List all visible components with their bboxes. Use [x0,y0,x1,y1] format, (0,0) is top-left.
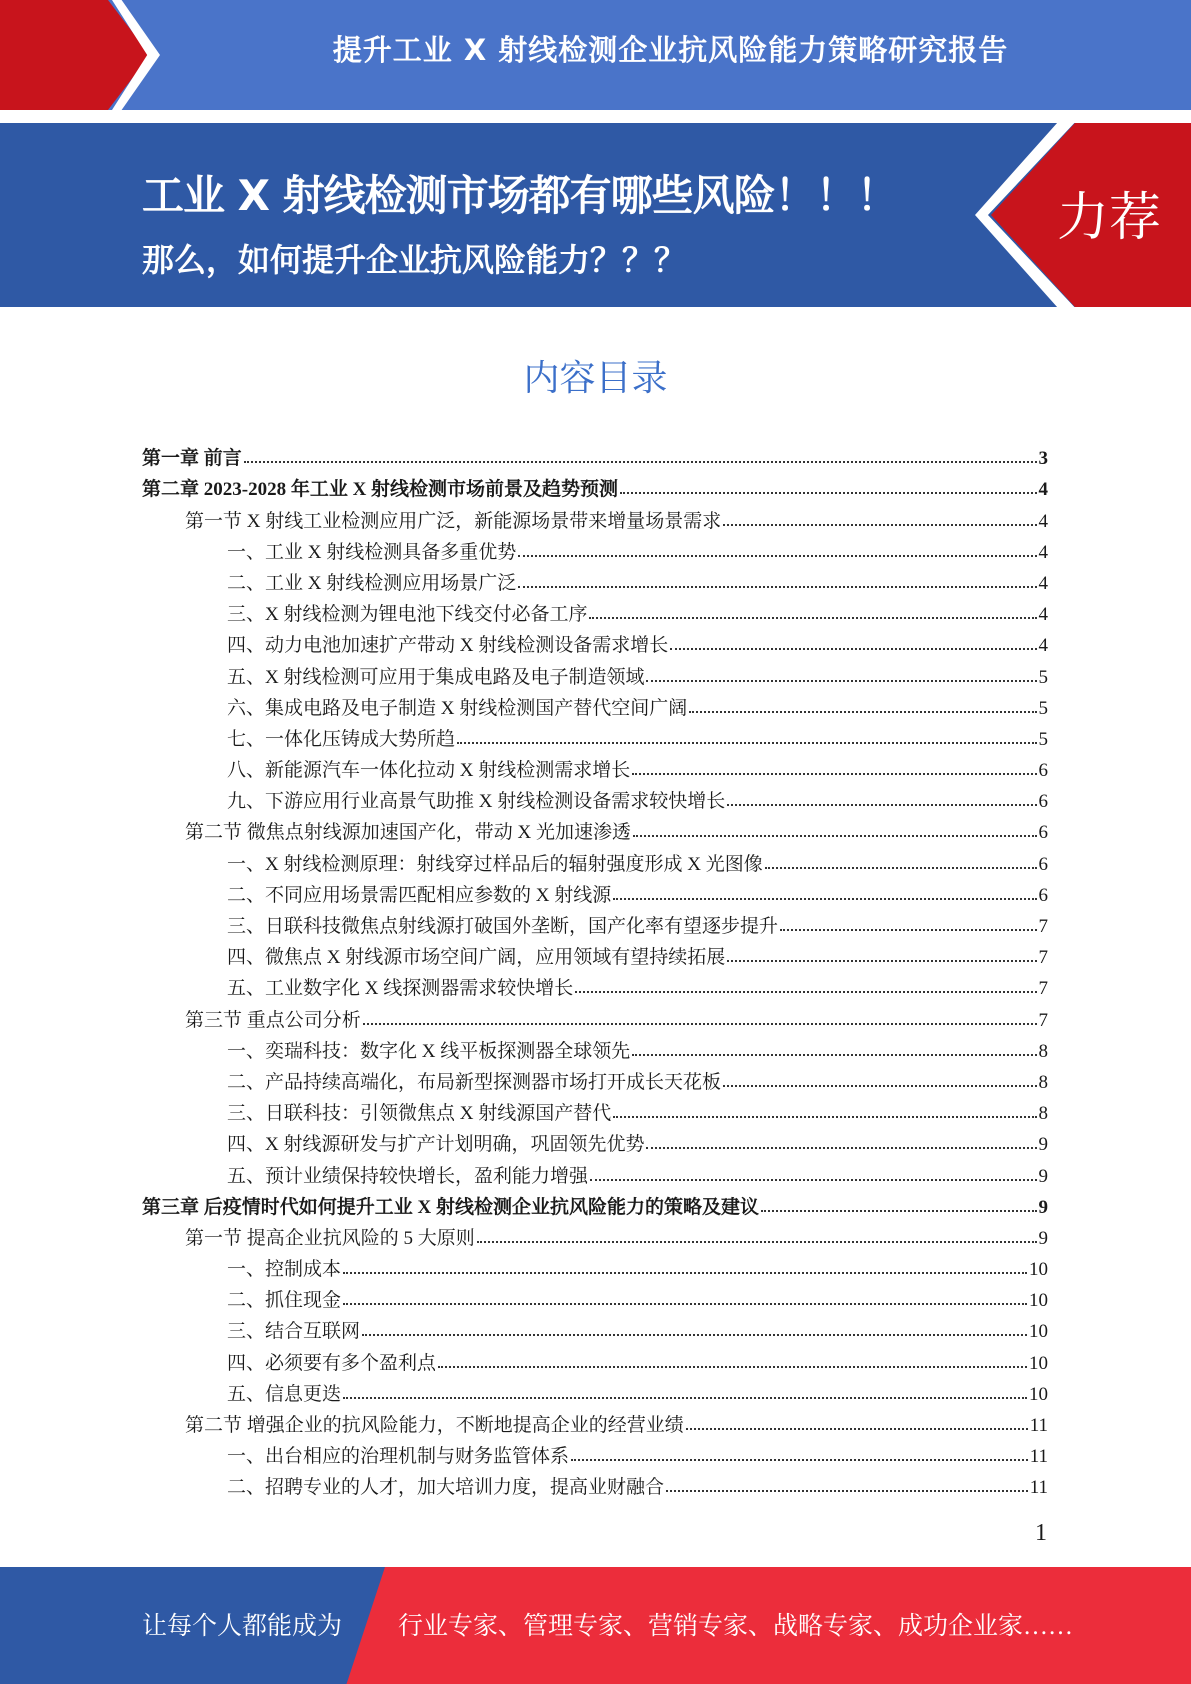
toc-subsection-entry[interactable] [142,1281,1048,1312]
toc-subsection-entry[interactable] [142,564,1048,595]
toc-entry-page: 6 [1038,822,1048,844]
toc-subsection-entry[interactable] [142,938,1048,969]
toc-entry-title: 第二章 2023-2028 年工业 X 射线检测市场前景及趋势预测 [142,479,619,501]
dot-leader [646,1147,1036,1149]
dot-leader [477,1241,1037,1243]
toc-entry-title: 二、抓住现金 [227,1290,342,1312]
toc-entry-page: 10 [1029,1321,1048,1343]
toc-heading: 内容目录 [523,358,668,399]
toc-entry-page: 4 [1038,604,1048,626]
toc-entry-page: 10 [1029,1383,1048,1405]
toc-entry-page: 5 [1038,666,1048,688]
toc-entry-title: 六、集成电路及电子制造 X 射线检测国产替代空间广阔 [227,697,688,719]
footer-slogan-left: 让每个人都能成为 [142,1613,343,1640]
toc-entry-page: 8 [1038,1103,1048,1125]
toc-entry-title: 三、日联科技：引领微焦点 X 射线源国产替代 [227,1103,612,1125]
header-bar [0,0,1191,110]
dot-leader [438,1366,1027,1368]
toc-entry-page: 11 [1029,1477,1048,1499]
toc-subsection-entry[interactable] [142,1125,1048,1156]
toc-entry-title: 三、日联科技微焦点射线源打破国外垄断，国产化率有望逐步提升 [227,916,779,937]
toc-entry-title: 第一节 提高企业抗风险的 5 大原则 [185,1227,475,1249]
toc-entry-page: 11 [1029,1415,1048,1436]
report-title: 提升工业 X 射线检测企业抗风险能力策略研究报告 [332,33,1009,67]
toc-entry-title: 第三节 重点公司分析 [185,1009,361,1031]
toc-section-entry[interactable] [142,1406,1048,1437]
page-number: 1 [1035,1520,1047,1546]
toc-entry-title: 第一节 X 射线工业检测应用广泛，新能源场景带来增量场景需求 [185,510,722,532]
dot-leader [686,1428,1028,1430]
toc-subsection-entry[interactable] [142,1156,1048,1187]
dot-leader [571,1459,1028,1461]
toc-entry-title: 三、X 射线检测为锂电池下线交付必备工序 [227,604,588,626]
toc-entry-page: 4 [1038,510,1048,532]
toc-chapter-entry[interactable] [142,470,1048,501]
toc-entry-page: 5 [1038,697,1048,719]
dot-leader [727,960,1036,962]
toc-chapter-entry[interactable] [142,439,1048,470]
toc-entry-page: 6 [1038,884,1048,906]
toc-entry-page: 7 [1038,1009,1048,1031]
toc-subsection-entry[interactable] [142,782,1048,813]
dot-leader [518,555,1036,557]
toc-entry-title: 四、微焦点 X 射线源市场空间广阔，应用领域有望持续拓展 [227,947,726,969]
toc-entry-page: 10 [1029,1259,1048,1281]
toc-entry-page: 10 [1029,1352,1048,1374]
toc-subsection-entry[interactable] [142,751,1048,782]
toc-entry-page: 4 [1038,572,1048,594]
toc-entry-title: 八、新能源汽车一体化拉动 X 射线检测需求增长 [227,760,631,782]
dot-leader [575,991,1036,993]
toc-subsection-entry[interactable] [142,844,1048,875]
dot-leader [343,1303,1027,1305]
toc-subsection-entry[interactable] [142,1063,1048,1094]
recommend-tag: 力荐 [1056,188,1161,248]
toc-subsection-entry[interactable] [142,1250,1048,1281]
toc-section-entry[interactable] [142,813,1048,844]
dot-leader [457,742,1036,744]
toc-entry-title: 二、工业 X 射线检测应用场景广泛 [227,572,517,594]
toc-entry-title: 九、下游应用行业高景气助推 X 射线检测设备需求较快增长 [227,791,726,813]
toc-entry-title: 一、工业 X 射线检测具备多重优势 [227,541,517,563]
toc-entry-page: 9 [1038,1134,1048,1156]
toc-entry-title: 第三章 后疫情时代如何提升工业 X 射线检测企业抗风险能力的策略及建议 [142,1196,759,1218]
footer-slogan-right: 行业专家、管理专家、营销专家、战略专家、成功企业家…… [398,1613,1074,1640]
dot-leader [363,1023,1037,1025]
dot-leader [780,929,1036,931]
dot-leader [723,524,1036,526]
toc-entry-title: 四、动力电池加速扩产带动 X 射线检测设备需求增长 [227,635,669,657]
dot-leader [632,1054,1036,1056]
toc-entry-page: 4 [1038,541,1048,563]
headline-banner [0,123,1191,307]
dot-leader [632,773,1036,775]
dot-leader [666,1490,1028,1492]
dot-leader [362,1334,1027,1336]
toc-entry-title: 一、控制成本 [227,1259,342,1281]
toc-entry-title: 五、工业数字化 X 线探测器需求较快增长 [227,978,574,1000]
dot-leader [518,586,1036,588]
toc-entry-title: 五、预计业绩保持较快增长，盈利能力增强 [227,1165,589,1187]
dot-leader [670,648,1036,650]
dot-leader [633,835,1037,837]
toc-subsection-entry[interactable] [142,657,1048,688]
toc-chapter-entry[interactable] [142,1188,1048,1219]
toc-entry-page: 9 [1038,1165,1048,1187]
toc-entry-title: 二、产品持续高端化，布局新型探测器市场打开成长天花板 [227,1071,722,1093]
table-of-contents [142,439,1048,1499]
toc-entry-title: 五、信息更迭 [227,1383,342,1405]
toc-entry-title: 五、X 射线检测可应用于集成电路及电子制造领域 [227,666,645,688]
toc-entry-page: 9 [1038,1227,1048,1249]
dot-leader [761,1210,1037,1212]
toc-entry-title: 七、一体化压铸成大势所趋 [227,728,456,750]
dot-leader [343,1397,1027,1399]
toc-section-entry[interactable] [142,501,1048,532]
toc-subsection-entry[interactable] [142,1094,1048,1125]
toc-subsection-entry[interactable] [142,969,1048,1000]
dot-leader [590,1179,1036,1181]
toc-subsection-entry[interactable] [142,1437,1048,1468]
toc-subsection-entry[interactable] [142,1343,1048,1374]
toc-entry-title: 一、奕瑞科技：数字化 X 线平板探测器全球领先 [227,1040,631,1062]
toc-entry-title: 四、X 射线源研发与扩产计划明确，巩固领先优势 [227,1134,645,1156]
toc-entry-title: 三、结合互联网 [227,1321,361,1343]
toc-section-entry[interactable] [142,1000,1048,1031]
dot-leader [613,1116,1036,1118]
toc-entry-title: 第二节 增强企业的抗风险能力，不断地提高企业的经营业绩 [185,1415,684,1436]
toc-entry-page: 6 [1038,791,1048,813]
dot-leader [723,1085,1036,1087]
toc-subsection-entry[interactable] [142,907,1048,938]
dot-leader [343,1272,1027,1274]
toc-entry-page: 10 [1029,1290,1048,1312]
toc-subsection-entry[interactable] [142,1468,1048,1499]
toc-entry-page: 3 [1038,448,1048,470]
dot-leader [244,461,1037,463]
dot-leader [689,711,1036,713]
toc-subsection-entry[interactable] [142,626,1048,657]
banner-subheadline: 那么，如何提升企业抗风险能力？？？ [142,241,687,279]
toc-subsection-entry[interactable] [142,595,1048,626]
dot-leader [727,804,1036,806]
dot-leader [613,898,1036,900]
toc-subsection-entry[interactable] [142,876,1048,907]
toc-entry-title: 第一章 前言 [142,448,242,470]
toc-entry-title: 一、X 射线检测原理：射线穿过样品后的辐射强度形成 X 光图像 [227,853,763,875]
toc-subsection-entry[interactable] [142,1312,1048,1343]
toc-entry-title: 二、招聘专业的人才，加大培训力度，提高业财融合 [227,1477,665,1499]
toc-entry-page: 6 [1038,853,1048,875]
toc-entry-page: 8 [1038,1040,1048,1062]
toc-entry-page: 11 [1029,1446,1048,1468]
toc-entry-title: 四、必须要有多个盈利点 [227,1352,437,1374]
dot-leader [620,492,1036,494]
toc-subsection-entry[interactable] [142,720,1048,751]
toc-entry-page: 4 [1038,635,1048,657]
toc-entry-page: 6 [1038,760,1048,782]
footer-bar [0,1567,1191,1684]
toc-section-entry[interactable] [142,1219,1048,1250]
toc-entry-page: 7 [1038,947,1048,969]
dot-leader [646,680,1036,682]
toc-entry-title: 一、出台相应的治理机制与财务监管体系 [227,1446,570,1468]
toc-subsection-entry[interactable] [142,533,1048,564]
toc-entry-page: 7 [1038,978,1048,1000]
banner-headline: 工业 X 射线检测市场都有哪些风险！！！ [142,171,898,220]
toc-entry-page: 9 [1038,1196,1048,1218]
dot-leader [589,617,1036,619]
dot-leader [765,867,1037,869]
toc-entry-title: 二、不同应用场景需匹配相应参数的 X 射线源 [227,884,612,906]
toc-entry-page: 4 [1038,479,1048,501]
toc-subsection-entry[interactable] [142,1375,1048,1406]
toc-subsection-entry[interactable] [142,689,1048,720]
toc-entry-page: 7 [1038,916,1048,937]
toc-subsection-entry[interactable] [142,1032,1048,1063]
toc-entry-title: 第二节 微焦点射线源加速国产化，带动 X 光加速渗透 [185,822,631,844]
toc-entry-page: 8 [1038,1071,1048,1093]
toc-entry-page: 5 [1038,728,1048,750]
